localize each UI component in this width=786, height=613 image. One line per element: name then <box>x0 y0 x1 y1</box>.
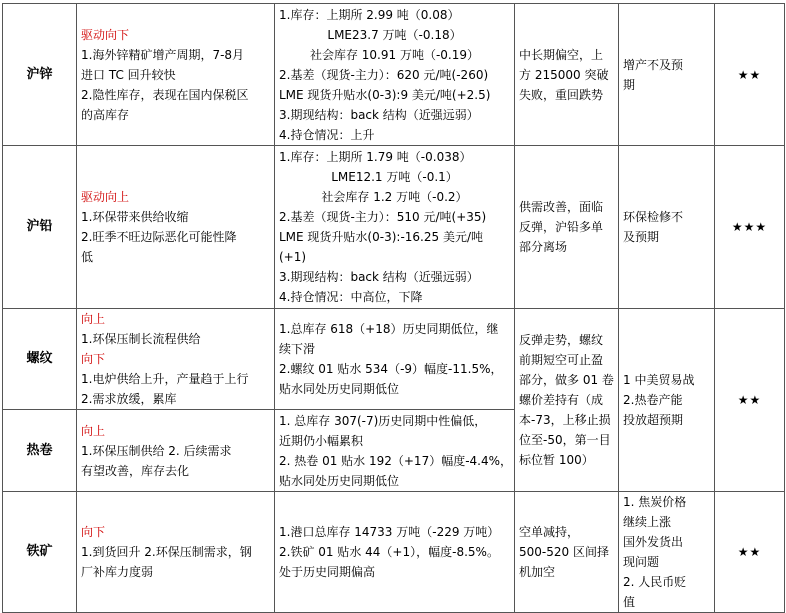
driver-cell: 驱动向上 1.环保带来供给收缩 2.旺季不旺边际恶化可能性降 低 <box>77 146 275 309</box>
view-cell: 反弹走势，螺纹 前期短空可止盈 部分，做多 01 卷 螺价差持有（成 本-73，上移止损 位至-50，第一目 标位暂 100） <box>515 309 619 492</box>
driver-direction: 向下 <box>81 352 106 366</box>
rating-stars: ★★ <box>715 4 785 146</box>
rating-stars: ★★ <box>715 492 785 613</box>
driver-cell: 向上 1.环保压制供给 2. 后续需求 有望改善，库存去化 <box>77 410 275 492</box>
driver-direction: 向下 <box>81 525 106 539</box>
driver-direction: 驱动向上 <box>81 190 130 204</box>
view-cell: 供需改善，面临 反弹，沪铅多单 部分离场 <box>515 146 619 309</box>
driver-cell: 向上 1.环保压制长流程供给 向下 1.电炉供给上升，产量趋于上行 2.需求放缓，累库 <box>77 309 275 410</box>
data-cell: 1. 总库存 307(-7)历史同期中性偏低， 近期仍小幅累积 2. 热卷 01 贴水 192（+17）幅度-4.4%， 贴水同处历史同期低位 <box>275 410 515 492</box>
data-cell: 1.库存：上期所 1.79 吨（-0.038） LME12.1 万吨（-0.1） 社会库存 1.2 万吨（-0.2） 2.基差（现货-主力）：510 元/吨(+35) LME 现货升贴水(0-3):-16.25 美元/吨 (+1) 3.期现结构：back 结构（近强远弱） 4.持仓情况：中高位，下降 <box>275 146 515 309</box>
data-cell: 1.总库存 618（+18）历史同期低位，继 续下滑 2.螺纹 01 贴水 534（-9）幅度-11.5%， 贴水同处历史同期低位 <box>275 309 515 410</box>
commodity-name: 沪锌 <box>3 4 77 146</box>
risk-cell: 1 中美贸易战 2.热卷产能 投放超预期 <box>619 309 715 492</box>
driver-direction: 向上 <box>81 423 106 438</box>
data-cell: 1.港口总库存 14733 万吨（-229 万吨） 2.铁矿 01 贴水 44（+1），幅度-8.5%。 处于历史同期偏高 <box>275 492 515 613</box>
rating-stars: ★★★ <box>715 146 785 309</box>
futures-analysis-table <box>2 3 785 613</box>
driver-direction: 向上 <box>81 312 106 326</box>
driver-cell: 驱动向下 1.海外锌精矿增产周期，7-8月 进口 TC 回升较快 2.隐性库存，表现在国内保税区 的高库存 <box>77 4 275 146</box>
risk-cell: 1. 焦炭价格 继续上涨 国外发货出 现问题 2. 人民币贬 值 <box>619 492 715 613</box>
table-row <box>3 4 785 146</box>
view-cell: 中长期偏空，上 方 215000 突破 失败，重回跌势 <box>515 4 619 146</box>
commodity-name: 螺纹 <box>3 309 77 410</box>
commodity-name: 沪铅 <box>3 146 77 309</box>
rating-stars: ★★ <box>715 309 785 492</box>
driver-cell: 向下 1.到货回升 2.环保压制需求，钢 厂补库力度弱 <box>77 492 275 613</box>
driver-direction: 驱动向下 <box>81 27 130 42</box>
risk-cell: 增产不及预 期 <box>619 4 715 146</box>
view-cell: 空单减持， 500-520 区间择 机加空 <box>515 492 619 613</box>
table-row <box>3 492 785 613</box>
table-row <box>3 146 785 309</box>
commodity-name: 铁矿 <box>3 492 77 613</box>
risk-cell: 环保检修不 及预期 <box>619 146 715 309</box>
table-row <box>3 309 785 410</box>
data-cell: 1.库存：上期所 2.99 吨（0.08） LME23.7 万吨（-0.18） 社会库存 10.91 万吨（-0.19） 2.基差（现货-主力）：620 元/吨(-260) LME 现货升贴水(0-3):9 美元/吨(+2.5) 3.期现结构：back 结构（近强远弱） 4.持仓情况：上升 <box>275 4 515 146</box>
commodity-name: 热卷 <box>3 410 77 492</box>
